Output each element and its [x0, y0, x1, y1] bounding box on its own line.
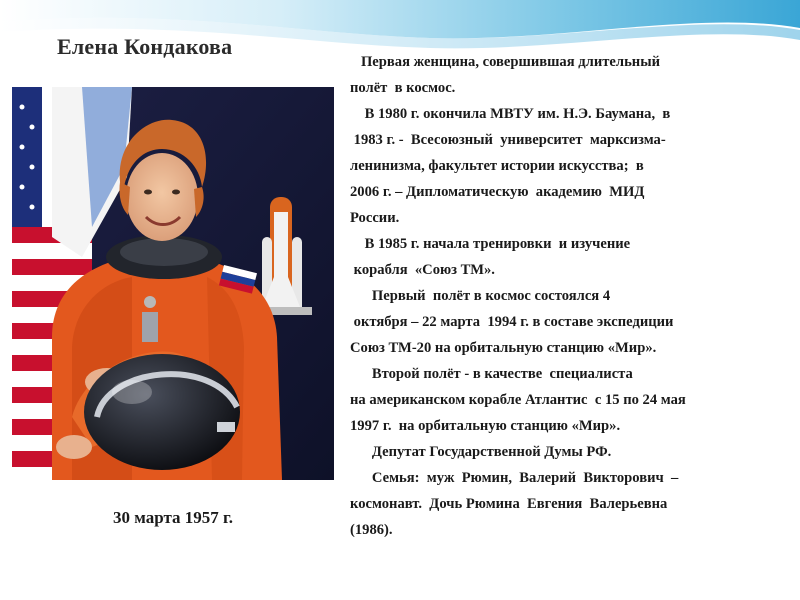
bio-line: корабля «Союз ТМ».: [350, 262, 495, 278]
bio-line: В 1980 г. окончила МВТУ им. Н.Э. Баумана, в: [350, 106, 671, 122]
bio-line: 2006 г. – Дипломатическую академию МИД: [350, 184, 645, 200]
birth-date: 30 марта 1957 г.: [113, 508, 234, 527]
bio-line: В 1985 г. начала тренировки и изучение: [350, 236, 631, 252]
bio-line: октября – 22 марта 1994 г. в составе экспедиции: [350, 314, 674, 330]
bio-line: Семья: муж Рюмин, Валерий Викторович –: [350, 470, 679, 486]
bio-line: Депутат Государственной Думы РФ.: [350, 444, 612, 460]
biography-text: [350, 49, 780, 543]
bio-line: России.: [350, 210, 400, 226]
bio-line: космонавт. Дочь Рюмина Евгения Валерьевна: [350, 496, 668, 512]
bio-line: (1986).: [350, 522, 393, 538]
bio-line: Первый полёт в космос состоялся 4: [350, 288, 611, 304]
bio-line: на американском корабле Атлантис с 15 по 24 мая: [350, 392, 686, 408]
bio-line: 1997 г. на орбитальную станцию «Мир».: [350, 418, 621, 434]
bio-line: Первая женщина, совершившая длительный: [350, 54, 661, 70]
portrait-photo: [12, 87, 334, 480]
page-title: Елена Кондакова: [57, 34, 233, 59]
bio-line: полёт в космос.: [350, 80, 456, 96]
bio-line: ленинизма, факультет истории искусства; в: [350, 158, 644, 174]
bio-line: 1983 г. - Всесоюзный университет марксизма-: [350, 132, 666, 148]
bio-line: Второй полёт - в качестве специалиста: [350, 366, 633, 382]
bio-line: Союз ТМ-20 на орбитальную станцию «Мир».: [350, 340, 657, 356]
